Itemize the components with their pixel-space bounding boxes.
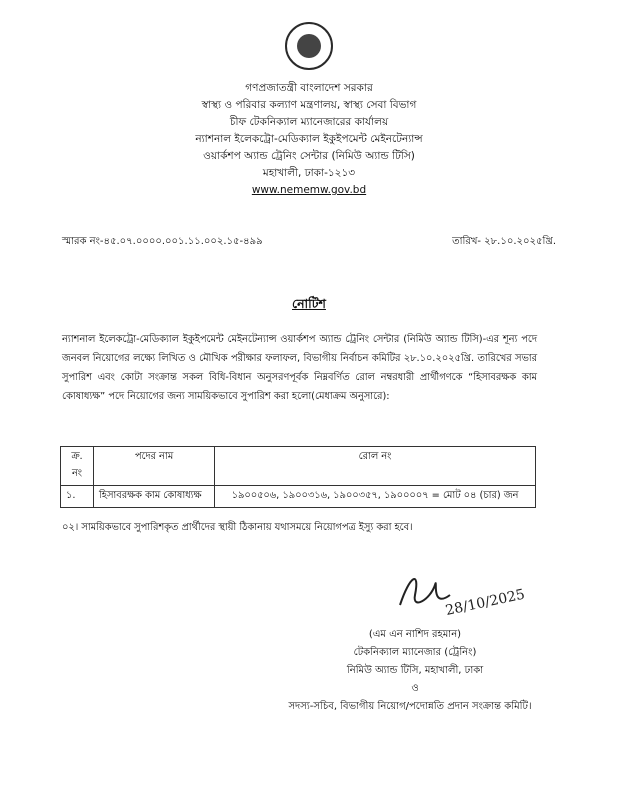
signatory-conjunction: ও — [411, 683, 419, 694]
letterhead-line: ওয়ার্কশপ অ্যান্ড ট্রেনিং সেন্টার (নিমিউ অ্যান্ড টিসি) — [203, 150, 415, 162]
recommendation-table — [60, 446, 536, 508]
notice-paragraph: ন্যাশনাল ইলেকট্রো-মেডিক্যাল ইকুইপমেন্ট মেইনটেন্যান্স ওয়ার্কশপ অ্যান্ড ট্রেনিং সেন্টার (নিমিউ অ্যান্ড টিসি)-এর শূন্য পদে জনবল নিয়োগের লক্ষ্যে লিখিত ও মৌখিক পরীক্ষার ফলাফল, বিভাগীয় নির্বাচন কমিটির ২৮.১০.২০২৫খ্রি. তারিখের সভার সুপারিশ এবং কোটা সংক্রান্ত সকল বিধি-বিধান অনুসরণপূর্বক নিম্নবর্ণিত রোল নম্বরধারী প্রার্থীগণকে “হিসাবরক্ষক কাম কোষাধ্যক্ষ” পদে নিয়োগের জন্য সাময়িকভাবে সুপারিশ করা হলো(মেধাক্রম অনুসারে): — [62, 334, 537, 402]
signature-block — [300, 626, 530, 698]
signatory-designation: টেকনিক্যাল ম্যানেজার (ট্রেনিং) — [353, 647, 477, 658]
signatory-office: নিমিউ অ্যান্ড টিসি, মহাখালী, ঢাকা — [346, 665, 484, 676]
header-serial: ক্র. নং — [61, 447, 94, 486]
header-post-name: পদের নাম — [94, 447, 215, 486]
memo-number: স্মারক নং-৪৫.০৭.০০০০.০০১.১১.০০২.১৫-৪৯৯ — [62, 236, 263, 247]
header-roll-no: রোল নং — [215, 447, 536, 486]
website-link[interactable]: www.nememw.gov.bd — [251, 184, 367, 196]
letterhead-line: চীফ টেকনিক্যাল ম্যানেজারের কার্যালয় — [229, 116, 389, 128]
memo-date: তারিখ- ২৮.১০.২০২৫খ্রি. — [452, 236, 556, 247]
signatory-name: (এম এন নাশিদ রহমান) — [368, 629, 462, 640]
letterhead-line: মহাখালী, ঢাকা-১২১৩ — [262, 167, 356, 179]
note-line: ০২। সাময়িকভাবে সুপারিশকৃত প্রার্থীদের স্থায়ী ঠিকানায় যথাসময়ে নিয়োগপত্র ইস্যু করা হবে। — [62, 522, 413, 533]
government-seal-logo — [285, 22, 333, 70]
letterhead-line: গণপ্রজাতন্ত্রী বাংলাদেশ সরকার — [245, 82, 373, 94]
letterhead — [0, 80, 618, 199]
cell-serial: ১. — [61, 486, 94, 508]
letterhead-line: ন্যাশনাল ইলেকট্রো-মেডিক্যাল ইকুইপমেন্ট মেইনটেন্যান্স — [195, 133, 423, 145]
signatory-committee-role: সদস্য-সচিব, বিভাগীয় নিয়োগ/পদোন্নতি প্রদান সংক্রান্ত কমিটি। — [288, 701, 532, 712]
letterhead-line: স্বাস্থ্য ও পরিবার কল্যাণ মন্ত্রণালয়, স্বাস্থ্য সেবা বিভাগ — [201, 99, 417, 111]
notice-title: নোটিশ — [292, 296, 326, 311]
cell-roll-numbers: ১৯০০৫০৬, ১৯০০৩১৬, ১৯০০৩৫৭, ১৯০০০০৭ = মোট ০৪ (চার) জন — [215, 486, 536, 508]
handwritten-signature — [390, 565, 530, 625]
cell-post-name: হিসাবরক্ষক কাম কোষাধ্যক্ষ — [94, 486, 215, 508]
table-header-row — [61, 447, 536, 486]
signature-date: 28/10/2025 — [444, 586, 527, 620]
table-row — [61, 486, 536, 508]
